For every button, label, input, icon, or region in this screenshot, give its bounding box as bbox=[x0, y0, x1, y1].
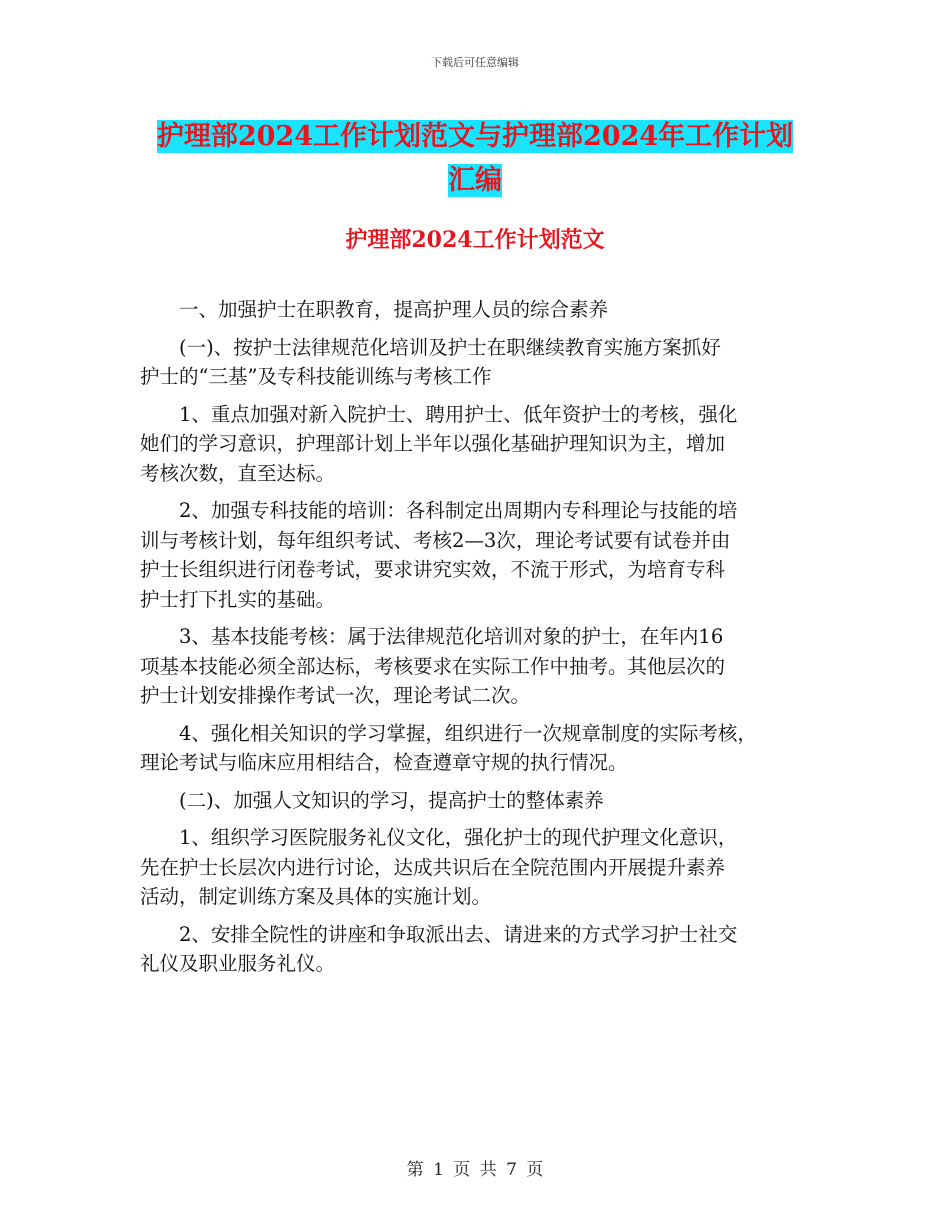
body-line: 护士计划安排操作考试一次，理论考试二次。 bbox=[140, 684, 531, 707]
body-line: 训与考核计划，每年组织考试、考核2—3次，理论考试要有试卷并由 bbox=[140, 528, 731, 552]
body-line: 项基本技能必须全部达标，考核要求在实际工作中抽考。其他层次的 bbox=[140, 654, 726, 678]
body-line: 先在护士长层次内进行讨论，达成共识后在全院范围内开展提升素养 bbox=[140, 855, 726, 879]
body-line: 护士长组织进行闭卷考试，要求讲究实效，不流于形式，为培育专科 bbox=[140, 558, 726, 581]
body-line: 礼仪及职业服务礼仪。 bbox=[140, 952, 336, 975]
body-line: 2、安排全院性的讲座和争取派出去、请进来的方式学习护士社交 bbox=[140, 922, 738, 946]
body-line: 活动，制定训练方案及具体的实施计划。 bbox=[140, 885, 492, 908]
body-line: 护士打下扎实的基础。 bbox=[140, 587, 336, 611]
document-title-line1 bbox=[0, 114, 950, 153]
body-text bbox=[140, 295, 810, 979]
body-line: 考核次数，直至达标。 bbox=[140, 461, 336, 485]
body-line: (二)、加强人文知识的学习，提高护士的整体素养 bbox=[140, 788, 604, 812]
document-title-line2-text: 汇编 bbox=[448, 165, 502, 196]
body-line: 理论考试与临床应用相结合，检查遵章守规的执行情况。 bbox=[140, 751, 628, 774]
body-line: 她们的学习意识，护理部计划上半年以强化基础护理知识为主，增加 bbox=[140, 432, 726, 455]
body-line: 1、组织学习医院服务礼仪文化，强化护士的现代护理文化意识， bbox=[140, 826, 738, 849]
body-line: 2、加强专科技能的培训：各科制定出周期内专科理论与技能的培 bbox=[140, 499, 738, 522]
page-number-footer: 第 1 页 共 7 页 bbox=[406, 1160, 544, 1180]
body-line: 一、加强护士在职教育，提高护理人员的综合素养 bbox=[140, 298, 609, 321]
body-line: 护士的“三基”及专科技能训练与考核工作 bbox=[140, 365, 492, 388]
page-header-note: 下载后可任意编辑 bbox=[431, 56, 519, 69]
document-title-line1-text: 护理部2024工作计划范文与护理部2024年工作计划 bbox=[156, 121, 794, 152]
body-line: 3、基本技能考核：属于法律规范化培训对象的护士，在年内16 bbox=[140, 625, 724, 648]
document-title-line2 bbox=[0, 158, 950, 197]
body-line: (一)、按护士法律规范化培训及护士在职继续教育实施方案抓好 bbox=[140, 335, 721, 359]
body-line: 4、强化相关知识的学习掌握，组织进行一次规章制度的实际考核， bbox=[140, 721, 757, 745]
body-line: 1、重点加强对新入院护士、聘用护士、低年资护士的考核，强化 bbox=[140, 402, 738, 426]
section-subtitle: 护理部2024工作计划范文 bbox=[345, 227, 605, 253]
